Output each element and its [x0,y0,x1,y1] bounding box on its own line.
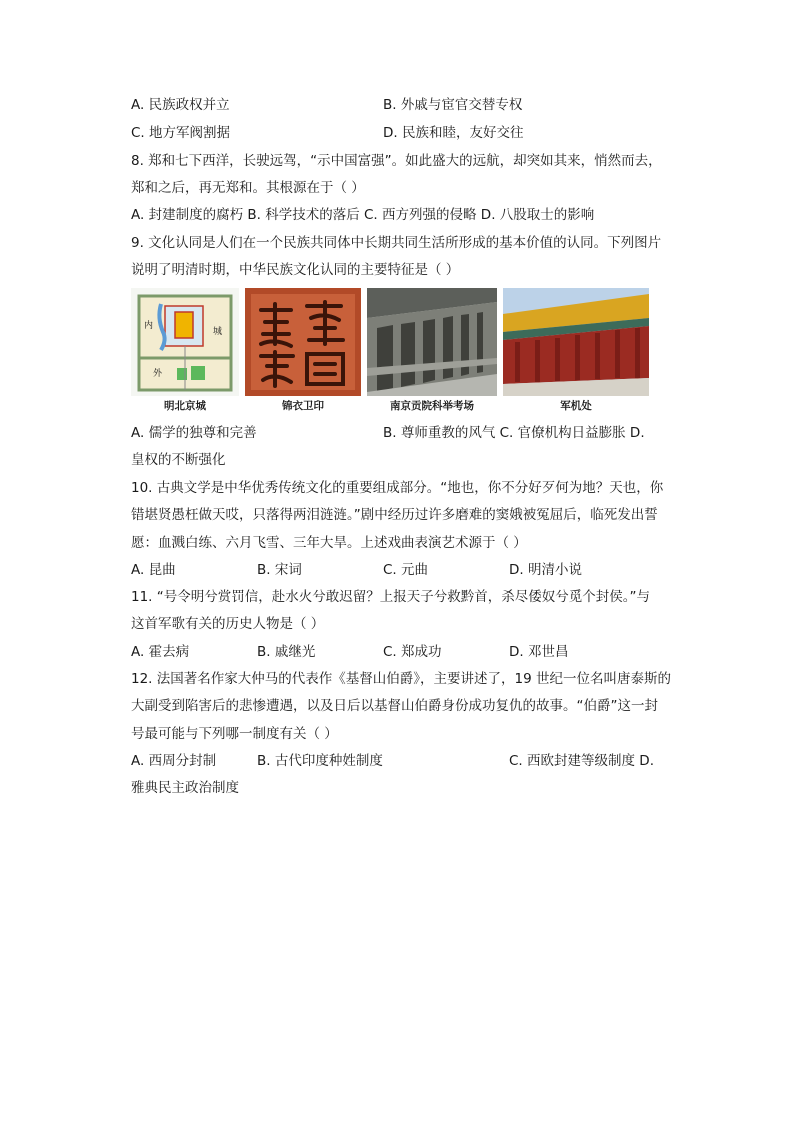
q10-stem-line1: 10. 古典文学是中华优秀传统文化的重要组成部分。“地也，你不分好歹何为地？天也，你 [131,480,664,496]
q11-option-b: B. 戚继光 [257,644,316,660]
q11-option-c: C. 郑成功 [383,644,442,660]
q12-option-d-cont: 雅典民主政治制度 [131,780,239,796]
q7-option-a: A. 民族政权并立 [131,97,230,113]
caption-beijing-city: 明北京城 [164,400,206,412]
q8-stem-line1: 8. 郑和七下西洋，长驶远驾，“示中国富强”。如此盛大的远航，却突如其来，悄然而去， [131,153,662,169]
map-label-inner: 内 [144,321,154,331]
q8-stem-line2: 郑和之后，再无郑和。其根源在于（ ） [131,180,365,196]
q9-option-a: A. 儒学的独尊和完善 [131,425,257,441]
caption-grand-council: 军机处 [560,400,592,412]
q9-option-d-cont: 皇权的不断强化 [131,452,226,468]
caption-nanjing-exam-hall: 南京贡院科举考场 [390,400,474,412]
q9-image-row [131,288,651,413]
q12-stem-line3: 号最可能与下列哪一制度有关（ ） [131,726,338,742]
q10-option-b: B. 宋词 [257,562,302,578]
caption-jinyiwei-seal: 锦衣卫印 [282,400,324,412]
q9-option-b-c-d: B. 尊师重教的风气 C. 官僚机构日益膨胀 D. [383,425,645,441]
q12-stem-line1: 12. 法国著名作家大仲马的代表作《基督山伯爵》，主要讲述了，19 世纪一位名叫唐泰斯的 [131,671,671,687]
q8-options: A. 封建制度的腐朽 B. 科学技术的落后 C. 西方列强的侵略 D. 八股取士的影响 [131,207,595,223]
q12-option-b: B. 古代印度种姓制度 [257,753,383,769]
q9-stem-line1: 9. 文化认同是人们在一个民族共同体中长期共同生活所形成的基本价值的认同。下列图片 [131,235,662,251]
q11-stem-line1: 11. “号令明兮赏罚信，赴水火兮敢迟留？上报天子兮救黔首，杀尽倭奴兮觅个封侯。”与 [131,589,650,605]
q11-stem-line2: 这首军歌有关的历史人物是（ ） [131,616,325,632]
q12-option-c-d: C. 西欧封建等级制度 D. [509,753,654,769]
jinyiwei-seal-image [245,288,361,396]
nanjing-exam-hall-image [367,288,497,396]
q10-option-a: A. 昆曲 [131,562,176,578]
q12-stem-line2: 大副受到陷害后的悲惨遭遇，以及日后以基督山伯爵身份成功复仇的故事。“伯爵”这一封 [131,698,658,714]
q12-option-a: A. 西周分封制 [131,753,217,769]
q11-option-a: A. 霍去病 [131,644,190,660]
q7-option-b: B. 外戚与宦官交替专权 [383,97,523,113]
map-label-outer: 外 [153,369,163,379]
q7-option-d: D. 民族和睦，友好交往 [383,125,524,141]
grand-council-image [503,288,649,396]
q10-option-c: C. 元曲 [383,562,429,578]
q10-stem-line2: 错堪贤愚枉做天哎，只落得两泪涟涟。”剧中经历过许多磨难的窦娥被冤屈后，临死发出誓 [131,507,658,523]
map-label-city: 城 [213,327,223,337]
q7-option-c: C. 地方军阀割据 [131,125,231,141]
beijing-city-map-image [131,288,239,396]
q10-option-d: D. 明清小说 [509,562,582,578]
q10-stem-line3: 愿：血溅白练、六月飞雪、三年大旱。上述戏曲表演艺术源于（ ） [131,535,527,551]
q11-option-d: D. 邓世昌 [509,644,569,660]
q9-stem-line2: 说明了明清时期，中华民族文化认同的主要特征是（ ） [131,262,460,278]
